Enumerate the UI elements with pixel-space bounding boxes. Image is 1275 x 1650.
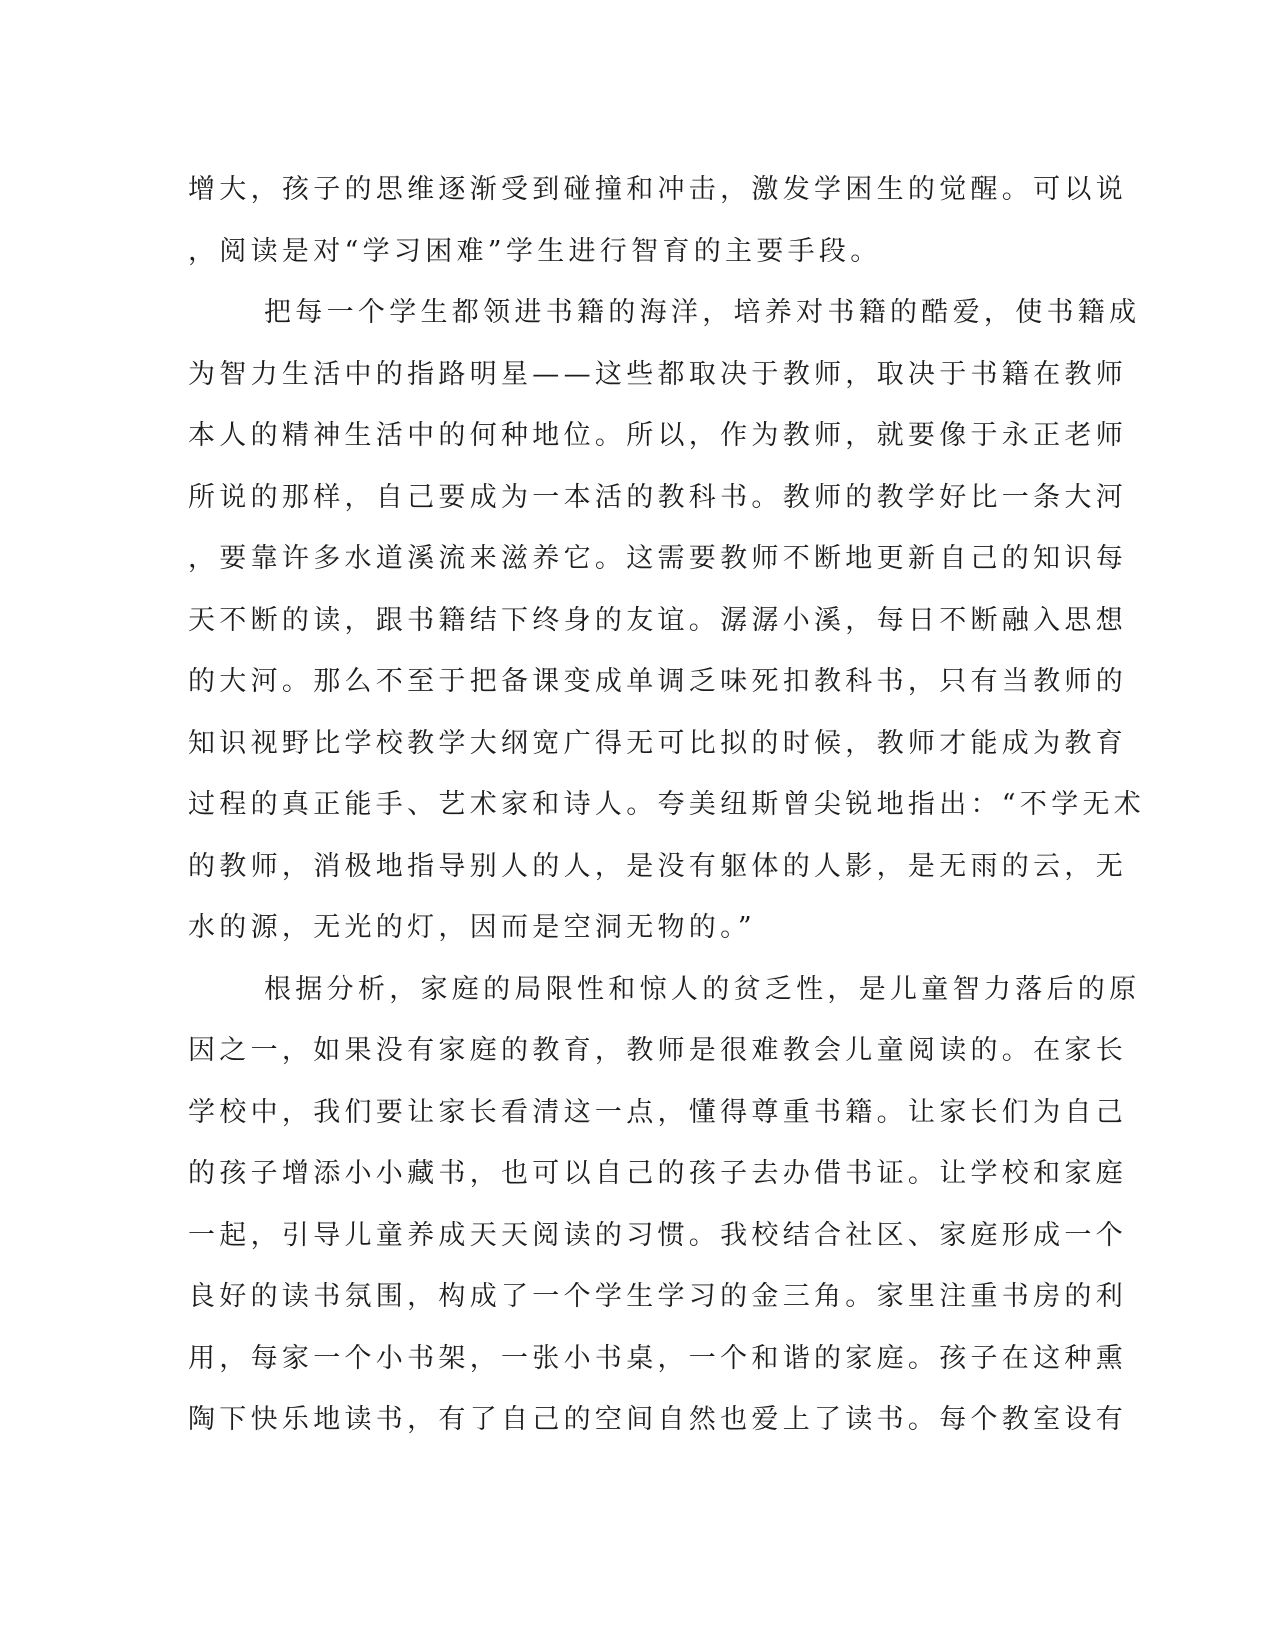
text-line: ，要靠许多水道溪流来滋养它。这需要教师不断地更新自己的知识每 xyxy=(188,543,1127,574)
text-line: 所说的那样，自己要成为一本活的教科书。教师的教学好比一条大河 xyxy=(188,481,1127,513)
text-line: 水的源，无光的灯，因而是空洞无物的。” xyxy=(188,912,757,943)
paragraph-2 xyxy=(188,282,1146,959)
text-line: 过程的真正能手、艺术家和诗人。夸美纽斯曾尖锐地指出：“不学无术 xyxy=(188,789,1146,820)
text-line: 知识视野比学校教学大纲宽广得无可比拟的时候，教师才能成为教育 xyxy=(188,727,1127,759)
paragraph-3 xyxy=(188,959,1141,1451)
text-line-indented: 根据分析，家庭的局限性和惊人的贫乏性，是儿童智力落后的原 xyxy=(264,973,1141,1005)
text-line: 因之一，如果没有家庭的教育，教师是很难教会儿童阅读的。在家长 xyxy=(188,1035,1127,1066)
text-line: 用，每家一个小书架，一张小书桌，一个和谐的家庭。孩子在这种熏 xyxy=(188,1342,1127,1374)
text-line: 增大，孩子的思维逐渐受到碰撞和冲击，激发学困生的觉醒。可以说 xyxy=(188,174,1127,205)
text-line: 天不断的读，跟书籍结下终身的友谊。潺潺小溪，每日不断融入思想 xyxy=(188,604,1127,636)
text-line: ，阅读是对“学习困难”学生进行智育的主要手段。 xyxy=(188,235,882,267)
body-text xyxy=(188,159,1146,1451)
text-line: 陶下快乐地读书，有了自己的空间自然也爱上了读书。每个教室设有 xyxy=(188,1404,1127,1435)
paragraph-1 xyxy=(188,159,1127,282)
text-line: 为智力生活中的指路明星——这些都取决于教师，取决于书籍在教师 xyxy=(188,358,1127,390)
text-line: 良好的读书氛围，构成了一个学生学习的金三角。家里注重书房的利 xyxy=(188,1281,1127,1312)
text-line: 的孩子增添小小藏书，也可以自己的孩子去办借书证。让学校和家庭 xyxy=(188,1158,1127,1189)
text-line: 本人的精神生活中的何种地位。所以，作为教师，就要像于永正老师 xyxy=(188,420,1127,451)
text-line: 学校中，我们要让家长看清这一点，懂得尊重书籍。让家长们为自己 xyxy=(188,1096,1127,1128)
text-line-indented: 把每一个学生都领进书籍的海洋，培养对书籍的酷爱，使书籍成 xyxy=(264,297,1141,328)
text-line: 的大河。那么不至于把备课变成单调乏味死扣教科书，只有当教师的 xyxy=(188,666,1127,697)
text-line: 的教师，消极地指导别人的人，是没有躯体的人影，是无雨的云，无 xyxy=(188,850,1127,882)
text-line: 一起，引导儿童养成天天阅读的习惯。我校结合社区、家庭形成一个 xyxy=(188,1219,1127,1251)
